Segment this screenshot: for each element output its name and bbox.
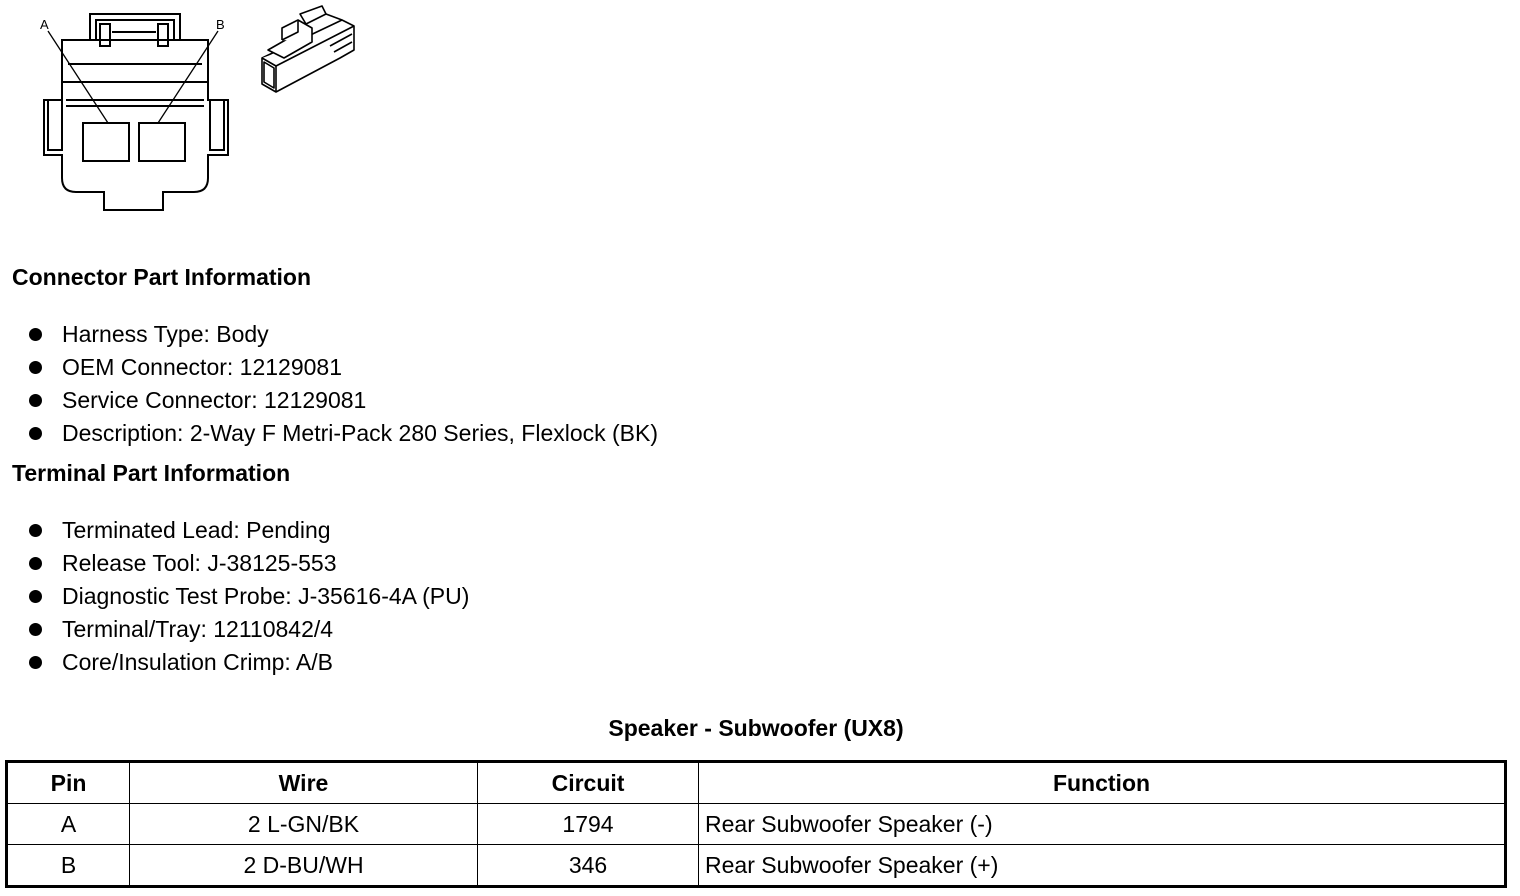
cavity-a bbox=[83, 123, 129, 161]
cavity-b bbox=[139, 123, 185, 161]
wire-cell: 2 L-GN/BK bbox=[130, 804, 478, 845]
table-row bbox=[7, 845, 1506, 887]
column-header-wire: Wire bbox=[130, 762, 478, 804]
table-header-row bbox=[7, 762, 1506, 804]
terminal-info-list bbox=[26, 514, 469, 679]
right-latch bbox=[210, 100, 224, 150]
list-item: Harness Type: Body bbox=[26, 318, 658, 351]
bullet-icon bbox=[29, 328, 42, 341]
bullet-icon bbox=[29, 590, 42, 603]
circuit-cell: 1794 bbox=[478, 804, 699, 845]
column-header-pin: Pin bbox=[7, 762, 130, 804]
column-header-circuit: Circuit bbox=[478, 762, 699, 804]
bullet-icon bbox=[29, 394, 42, 407]
bullet-icon bbox=[29, 524, 42, 537]
left-latch bbox=[48, 100, 62, 150]
function-cell: Rear Subwoofer Speaker (-) bbox=[699, 804, 1506, 845]
bullet-icon bbox=[29, 656, 42, 669]
pin-a-label: A bbox=[40, 17, 49, 32]
connector-info-heading: Connector Part Information bbox=[12, 264, 312, 290]
pin-cell: A bbox=[7, 804, 130, 845]
connector-diagram bbox=[0, 0, 380, 220]
list-item: Terminated Lead: Pending bbox=[26, 514, 469, 547]
list-item: Service Connector: 12129081 bbox=[26, 384, 658, 417]
column-header-function: Function bbox=[699, 762, 1506, 804]
circuit-cell: 346 bbox=[478, 845, 699, 887]
list-item: Diagnostic Test Probe: J-35616-4A (PU) bbox=[26, 580, 469, 613]
connector-face-outline bbox=[44, 40, 228, 210]
connector-isometric-icon bbox=[262, 6, 354, 92]
bullet-icon bbox=[29, 557, 42, 570]
list-item: Core/Insulation Crimp: A/B bbox=[26, 646, 469, 679]
wire-cell: 2 D-BU/WH bbox=[130, 845, 478, 887]
function-cell: Rear Subwoofer Speaker (+) bbox=[699, 845, 1506, 887]
bullet-icon bbox=[29, 427, 42, 440]
table-row bbox=[7, 804, 1506, 845]
pin-cell: B bbox=[7, 845, 130, 887]
connector-info-list bbox=[26, 318, 658, 450]
list-item: Description: 2-Way F Metri-Pack 280 Series, Flexlock (BK) bbox=[26, 417, 658, 450]
list-item: OEM Connector: 12129081 bbox=[26, 351, 658, 384]
pin-table bbox=[5, 760, 1507, 888]
bullet-icon bbox=[29, 361, 42, 374]
list-item: Terminal/Tray: 12110842/4 bbox=[26, 613, 469, 646]
pin-b-label: B bbox=[216, 17, 225, 32]
terminal-info-heading: Terminal Part Information bbox=[12, 460, 291, 486]
pin-table-title: Speaker - Subwoofer (UX8) bbox=[608, 715, 904, 741]
list-item: Release Tool: J-38125-553 bbox=[26, 547, 469, 580]
lock-housing bbox=[90, 14, 180, 40]
bullet-icon bbox=[29, 623, 42, 636]
